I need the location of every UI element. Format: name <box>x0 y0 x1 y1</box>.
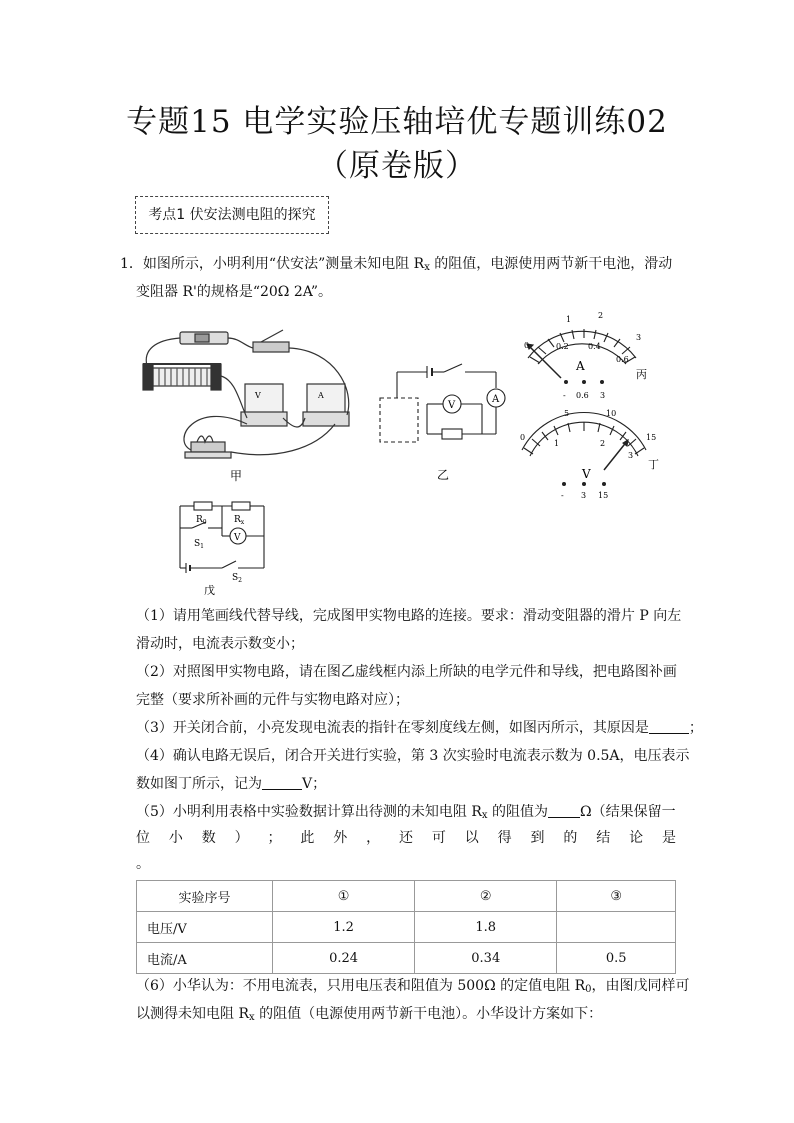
item-word: 论 <box>629 830 644 846</box>
item-word: ， <box>366 830 381 846</box>
voltmeter-terminal: 15 <box>598 491 609 500</box>
wu-label-rx-main: R <box>234 515 241 525</box>
wu-label-s1 <box>194 539 204 550</box>
voltmeter-symbol: V <box>582 467 591 481</box>
voltmeter-terminal: - <box>561 491 564 500</box>
item-text: （5）小明利用表格中实验数据计算出待测的未知电阻 R <box>136 804 482 820</box>
item-5-line3: 。 <box>136 856 150 872</box>
ammeter-tick: 2 <box>598 311 604 320</box>
item-word: ； <box>267 830 282 846</box>
figure-yi-diagram <box>372 356 512 486</box>
item-word: 得 <box>497 830 512 846</box>
table-cell: 1.8 <box>415 912 557 943</box>
voltmeter-tick: 15 <box>646 433 657 442</box>
item-word: 此 <box>300 830 315 846</box>
wu-label-s2 <box>232 573 242 584</box>
question-line1 <box>120 252 672 280</box>
table-header: 实验序号 <box>137 881 273 912</box>
answer-blank[interactable] <box>262 775 302 790</box>
voltmeter-tick: 10 <box>606 409 617 418</box>
subscript: x <box>249 1012 255 1023</box>
wu-label-r0 <box>196 515 207 526</box>
item-text: V； <box>302 776 327 792</box>
figure-wu-diagram <box>172 498 272 598</box>
item-2-line2: 完整（要求所补画的元件与实物电路对应）； <box>136 692 409 708</box>
item-word: 是 <box>662 830 676 846</box>
ammeter-face-label: A <box>318 391 324 400</box>
item-6-line1 <box>136 974 690 1002</box>
table-header-row <box>137 881 676 912</box>
section-label: 考点1 伏安法测电阻的探究 <box>135 196 329 234</box>
question-text: 1．如图所示，小明利用“伏安法”测量未知电阻 R <box>120 256 425 272</box>
ammeter-tick: 3 <box>636 333 642 342</box>
item-word: ） <box>234 830 249 846</box>
item-text: 的阻值（电源使用两节新干电池）。小华设计方案如下： <box>254 1006 603 1022</box>
ammeter-terminal: 0.6 <box>576 391 589 400</box>
figure-label-yi: 乙 <box>437 468 450 482</box>
item-word: 的 <box>563 830 578 846</box>
table-cell: 0.5 <box>557 943 676 974</box>
page-title-line2: （原卷版） <box>317 148 477 184</box>
item-5-line1 <box>136 800 676 828</box>
item-6-line2 <box>136 1002 602 1030</box>
item-4-line1: （4）确认电路无误后，闭合开关进行实验，第 3 次实验时电流表示数为 0.5A，电压表示 <box>136 748 690 764</box>
item-word: 小 <box>168 830 183 846</box>
table-row <box>137 943 676 974</box>
voltmeter-tick: 3 <box>628 451 634 460</box>
figure-label-bing: 丙 <box>636 368 647 381</box>
data-table <box>136 880 676 974</box>
wu-label-rx <box>234 515 245 526</box>
wu-voltmeter-symbol: V <box>234 533 241 543</box>
page-title-line1: 专题15 电学实验压轴培优专题训练02 <box>126 104 668 140</box>
voltmeter-terminal: 3 <box>581 491 587 500</box>
voltmeter-face-label: V <box>255 391 261 400</box>
subscript: x <box>424 262 430 273</box>
item-text: ； <box>688 720 703 736</box>
wu-label-r0-sub: 0 <box>202 519 207 526</box>
item-word: 到 <box>530 830 545 846</box>
table-row <box>137 912 676 943</box>
wu-label-s1-sub: 1 <box>200 543 204 550</box>
ammeter-tick: 0.6 <box>616 355 629 364</box>
table-header: ① <box>273 881 415 912</box>
item-word: 数 <box>201 830 216 846</box>
item-3-line1 <box>136 716 703 740</box>
table-cell: 电压/V <box>137 912 273 943</box>
voltmeter-tick: 5 <box>564 409 570 418</box>
wu-label-s2-main: S <box>232 573 239 583</box>
item-text: （6）小华认为：不用电流表，只用电压表和阻值为 500Ω 的定值电阻 R <box>136 978 586 994</box>
voltmeter-tick: 2 <box>600 439 606 448</box>
answer-blank[interactable] <box>649 719 689 734</box>
figure-bing-ammeter <box>508 302 658 404</box>
item-word: 位 <box>136 830 150 846</box>
table-header: ② <box>415 881 557 912</box>
figure-jia-circuit <box>135 320 360 485</box>
ammeter-tick: 0 <box>524 341 530 350</box>
table-cell: 1.2 <box>273 912 415 943</box>
yi-ammeter-symbol: A <box>492 394 500 405</box>
item-4-line2 <box>136 772 326 796</box>
item-text: 以测得未知电阻 R <box>136 1006 249 1022</box>
item-1-line2: 滑动时，电流表示数变小； <box>136 636 304 652</box>
table-cell: 0.24 <box>273 943 415 974</box>
item-text: ，由图戊同样可 <box>591 978 690 994</box>
ammeter-tick: 0.2 <box>556 342 569 351</box>
wu-label-r0-main: R <box>196 515 203 525</box>
yi-voltmeter-symbol: V <box>448 400 456 411</box>
item-2-line1: （2）对照图甲实物电路，请在图乙虚线框内添上所缺的电学元件和导线，把电路图补画 <box>136 664 677 680</box>
figure-ding-voltmeter <box>508 406 663 502</box>
wu-label-s1-main: S <box>194 539 201 549</box>
table-cell <box>557 912 676 943</box>
ammeter-terminal: 3 <box>600 391 606 400</box>
question-line2: 变阻器 R'的规格是“20Ω 2A”。 <box>136 284 332 300</box>
ammeter-symbol: A <box>576 359 585 373</box>
item-text: （3）开关闭合前，小亮发现电流表的指针在零刻度线左侧，如图丙所示，其原因是 <box>136 720 649 736</box>
item-word: 外 <box>333 830 348 846</box>
ammeter-terminal: - <box>563 391 566 400</box>
item-text: 的阻值为 <box>487 804 548 820</box>
item-word: 结 <box>596 830 611 846</box>
question-text: 的阻值，电源使用两节新干电池，滑动 <box>429 256 673 272</box>
item-word: 还 <box>399 830 413 846</box>
figure-label-wu: 戊 <box>204 584 215 597</box>
item-word: 可 <box>431 830 446 846</box>
item-text: 数如图丁所示，记为 <box>136 776 262 792</box>
item-word: 以 <box>464 830 479 846</box>
item-1-line1: （1）请用笔画线代替导线，完成图甲实物电路的连接。要求：滑动变阻器的滑片 P 向左 <box>136 608 682 624</box>
voltmeter-tick: 0 <box>520 433 526 442</box>
answer-blank[interactable] <box>548 803 580 818</box>
figure-label-jia: 甲 <box>230 469 243 483</box>
subscript: 0 <box>585 984 592 995</box>
subscript: x <box>481 810 488 821</box>
table-cell: 电流/A <box>137 943 273 974</box>
voltmeter-tick: 1 <box>554 439 560 448</box>
item-text: Ω（结果保留一 <box>580 804 676 820</box>
wu-label-s2-sub: 2 <box>238 577 242 584</box>
table-header: ③ <box>557 881 676 912</box>
table-cell: 0.34 <box>415 943 557 974</box>
item-5-line2 <box>136 826 676 850</box>
ammeter-tick: 1 <box>566 315 572 324</box>
wu-label-rx-sub: x <box>240 519 245 526</box>
figure-label-ding: 丁 <box>648 458 659 471</box>
ammeter-tick: 0.4 <box>588 342 601 351</box>
